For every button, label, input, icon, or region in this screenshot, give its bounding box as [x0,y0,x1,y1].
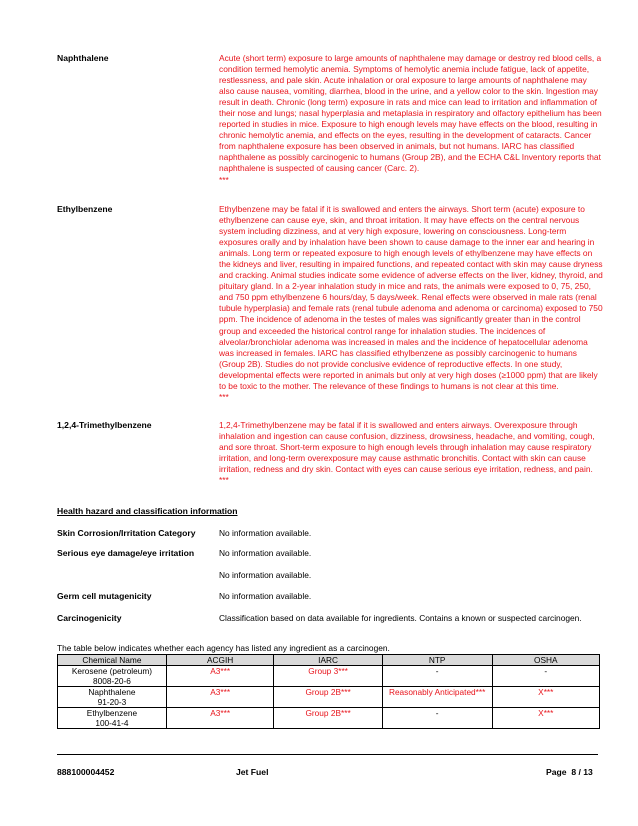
chemical-cell [58,708,167,729]
footer-page-number: Page 8 / 13 [546,767,593,777]
osha-cell: X*** [492,687,599,708]
ntp-cell: - [382,708,492,729]
chemical-cas: 8008-20-6 [93,676,131,686]
footer-divider [57,754,598,755]
hazard-description: 1,2,4-Trimethylbenzene may be fatal if it is swallowed and enters airways. Overexposure through inhalation and ingestion can cause confusion, dizziness, drowsiness, headache, and vomiting, cough, and sore throat. Short-term exposure to high enough levels through inhalation may cause respiratory irritation, and long-term overexposure may cause asthmatic bronchitis. Contact with skin can cause irritation, redness and dry skin. Contact with eyes can cause serious eye irritation, redness, and pain. [219,420,595,475]
footer-product-name: Jet Fuel [236,767,269,777]
hazard-marker: *** [219,391,229,402]
header-osha: OSHA [492,655,599,666]
hazard-description: Acute (short term) exposure to large amounts of naphthalene may damage or destroy red blood cells, a condition termed hemolytic anemia. Symptoms of hemolytic anemia include fatigue, lack of appetite, restlessness, and pale skin. Acute inhalation or oral exposure to large amounts of naphthalene may also cause nausea, vomiting, diarrhea, blood in the urine, and a yellow color to the skin. Ingestion may result in death. Chronic (long term) exposure in rats and mice can lead to irritation and inflammation of their nose and lungs; nasal hyperplasia and metaplasia in respiratory and olfactory epithelium has been reported in studies in mice. Exposure to high enough levels may have effects on the blood, resulting in chronic hemolytic anemia, and effects on the eyes, resulting in the development of cataracts. Cancer from naphthalene exposure has been observed in animals, but not humans. IARC has classified naphthalene as possibly carcinogenic to humans (Group 2B), and the ECHA C&L Inventory reports that naphthalene is suspected of causing cancer (Carc. 2). [219,53,602,174]
carcinogen-table [57,654,600,729]
ingredient-hazard-text [219,53,603,186]
chemical-cell [58,687,167,708]
table-row [58,666,600,687]
carcinogenicity-label: Carcinogenicity [57,613,122,623]
osha-cell: - [492,666,599,687]
header-iarc: IARC [274,655,382,666]
ingredient-name: Naphthalene [57,53,109,63]
header-acgih: ACGIH [166,655,274,666]
skin-corrosion-label: Skin Corrosion/Irritation Category [57,528,196,538]
hazard-description: Ethylbenzene may be fatal if it is swallowed and enters the airways. Short term (acute) exposure to ethylbenzene can cause eye, skin, and throat irritation. It may have effects on the central nervous system including dizziness, and at very high exposure, lowering on consciousness. Long-term exposures orally and by inhalation have been shown to cause damage to the inner ear and hearing in animals. Long term or repeated exposure to high enough levels of ethylbenzene may have effects on the kidneys and liver, resulting in impaired functions, and repeated contact with skin may cause dryness and cracking. Animal studies indicate some evidence of adverse effects on the liver, kidney, thyroid, and pituitary gland. In a 2-year inhalation study in mice and rats, the animals were exposed to 0, 75, 250, and 750 ppm ethylbenzene 6 hours/day, 5 days/week. Renal effects were observed in male rats (renal tubule hyperplasia) and female rats (renal tubule adenoma and adenoma or carcinoma) exposed to 750 ppm. The incidence of adenoma in the testes of males was significantly greater than in the control group and exceeded the historical control range for inhalation studies. The incidences of alveolar/bronchiolar adenoma was increased in males and the incidence of hepatocellular adenoma was increased in females. IARC has classified ethylbenzene as possibly carcinogenic to humans (Group 2B). Studies do not provide conclusive evidence of reproductive effects. In one study, developmental effects were reported in animals but only at very high doses (≥1000 ppm) that are likely to be toxic to the mother. The relevance of these findings to humans is not clear at this time. [219,204,603,391]
table-row [58,708,600,729]
header-chemical-name: Chemical Name [58,655,167,666]
hazard-marker: *** [219,174,229,185]
iarc-cell: Group 2B*** [274,708,382,729]
ntp-cell: Reasonably Anticipated*** [382,687,492,708]
health-hazard-heading: Health hazard and classification information [57,506,238,516]
ingredient-name: Ethylbenzene [57,204,113,214]
osha-cell: X*** [492,708,599,729]
ingredient-hazard-text [219,420,603,486]
chemical-cas: 100-41-4 [95,718,129,728]
ingredient-name: 1,2,4-Trimethylbenzene [57,420,152,430]
chemical-name: Naphthalene [88,687,136,697]
footer-doc-number: 888100004452 [57,767,115,777]
table-row [58,687,600,708]
extra-info-value: No information available. [219,570,312,580]
ntp-cell: - [382,666,492,687]
acgih-cell: A3*** [166,708,274,729]
iarc-cell: Group 3*** [274,666,382,687]
carcinogen-table-intro: The table below indicates whether each agency has listed any ingredient as a carcinogen. [57,643,390,653]
ingredient-hazard-text [219,204,603,403]
chemical-cell [58,666,167,687]
germ-cell-label: Germ cell mutagenicity [57,591,152,601]
chemical-cas: 91-20-3 [97,697,127,707]
acgih-cell: A3*** [166,666,274,687]
iarc-cell: Group 2B*** [274,687,382,708]
skin-corrosion-value: No information available. [219,528,312,538]
eye-damage-label: Serious eye damage/eye irritation [57,548,195,558]
header-ntp: NTP [382,655,492,666]
chemical-name: Kerosene (petroleum) [71,666,153,676]
germ-cell-value: No information available. [219,591,312,601]
hazard-marker: *** [219,475,229,486]
eye-damage-value: No information available. [219,548,312,558]
table-header-row [58,655,600,666]
acgih-cell: A3*** [166,687,274,708]
carcinogenicity-value: Classification based on data available for ingredients. Contains a known or suspected carcinogen. [219,613,582,623]
chemical-name: Ethylbenzene [86,708,138,718]
